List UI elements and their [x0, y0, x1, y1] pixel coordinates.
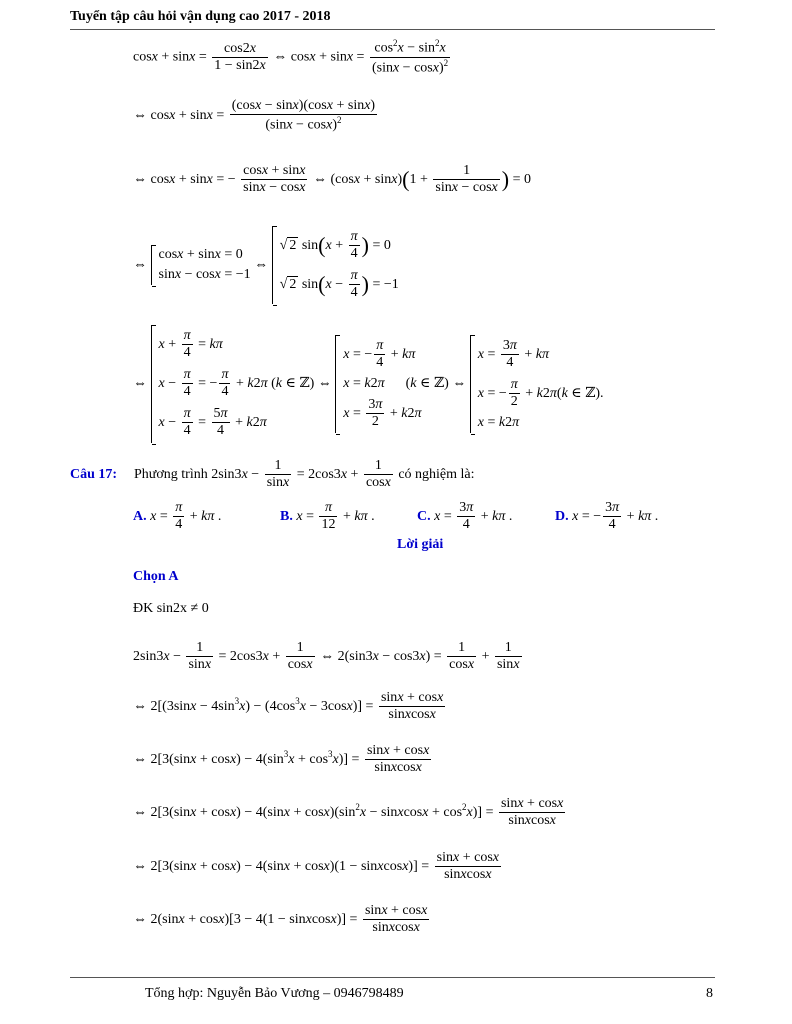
solution-heading: Lời giải	[397, 537, 444, 552]
equation-line-5: ⇔ x + $\frac{\pi}{4}$ = kπ x − $\frac{\pi}{4}$ = − $\frac{\pi}{4}$ + k2π (k ∈ ℤ) x − $\frac{\pi}{4}$ = $\frac{5\pi}{4}$ + k2π ⇔ x = − $\frac{\pi}{4}$ + kπ x = k2π (k ∈ ℤ) x = $\frac{3\pi}{2}$ + k2π ⇔ x = $\frac{3\pi}{4}$ + kπ x = − $\frac{\pi}{2}$ + k2π(k ∈ ℤ). x = k2π	[133, 325, 604, 443]
question-prompt-prefix: Phương trình	[134, 466, 208, 482]
footer-author: Tổng hợp: Nguyễn Bảo Vương – 0946798489	[145, 986, 404, 1001]
equation-line-4: ⇔ cosx + sinx = 0 sinx − cosx = −1 ⇔ √ 2 sin(x + $\frac{\pi}{4}$ ) = 0 √ 2 sin(x − $\frac{\pi}{4}$ ) = −1	[133, 226, 399, 304]
solution-condition: ĐK sin2x ≠ 0	[133, 601, 209, 616]
header-title: Tuyển tập câu hỏi vận dụng cao 2017 - 2018	[70, 9, 331, 24]
equation-line-2: ⇔ cosx + sinx = $\frac{(\cos x - \sin x)(\cos x + \sin x)}{(\sin x - \cos x)^2}$	[133, 98, 376, 133]
option-d-letter: D.	[555, 508, 569, 524]
solution-line-4: ⇔ $2[3(\sin x + \cos x) - 4(\sin x + \cos x)(\sin^2x$ − sinxcosx + $\cos^2x$)] = $\frac{\sin x + \cos x}{\text{sinxcosx}}$	[133, 796, 564, 829]
solution-line-2: ⇔ $2[(3\sin x - 4\sin^3x) - (4\cos^3x - 3\cos x)]$ = $\frac{\sin x + \cos x}{\text{sinxcosx}}$	[133, 690, 444, 723]
question-prompt-suffix: có nghiệm là:	[398, 466, 475, 482]
option-c-letter: C.	[417, 508, 431, 524]
question-prompt: Phương trình 2sin3x − $\frac{1}{\sin x}$ = 2cos3x + $\frac{1}{\cos x}$ có nghiệm là:	[134, 458, 475, 491]
header-divider	[70, 29, 715, 30]
footer-divider	[70, 977, 715, 978]
solution-choice: Chọn A	[133, 569, 179, 584]
solution-line-6: ⇔ 2(sinx + cosx)[3 − 4(1 − sinxcosx)] = $\frac{\sin x + \cos x}{\text{sinxcosx}}$	[133, 903, 428, 936]
option-d[interactable]: D. x = − $\frac{3\pi}{4}$ + kπ .	[555, 500, 659, 533]
option-b-letter: B.	[280, 508, 293, 524]
equation-line-3: ⇔ cosx + sinx = − $\frac{\cos x + \sin x}{\sin x - \cos x}$ ⇔ (cosx + sinx)(1 + $\frac{1}{\sin x - \cos x}$ ) = 0	[133, 163, 531, 196]
solution-line-5: ⇔ 2[3(sinx + cosx) − 4(sinx + cosx)(1 − sinxcosx)] = $\frac{\sin x + \cos x}{\text{sinxcosx}}$	[133, 850, 499, 883]
option-a-letter: A.	[133, 508, 147, 524]
option-a[interactable]: A. x = $\frac{\pi}{4}$ + kπ .	[133, 500, 222, 533]
solution-line-3: ⇔ $2[3(\sin x + \cos x) - 4(\sin^3x + \cos^3x)]$ = $\frac{\sin x + \cos x}{\text{sinxcosx}}$	[133, 743, 430, 776]
question-label: Câu 17:	[70, 467, 118, 482]
option-b[interactable]: B. x = $\frac{\pi}{12}$ + kπ .	[280, 500, 375, 533]
option-c[interactable]: C. x = $\frac{3\pi}{4}$ + kπ .	[417, 500, 513, 533]
page-number: 8	[706, 986, 713, 1001]
equation-line-1: cosx + sinx = $\frac{\cos 2x}{1 - \sin 2x}$ ⇔ cosx + sinx = $\frac{\cos^2x - \sin^2x}{(\sin x - \cos x)^2}$	[133, 38, 449, 76]
solution-line-1: 2sin3x − $\frac{1}{\sin x}$ = 2cos3x + $\frac{1}{\cos x}$ ⇔ 2(sin3x − cos3x) = $\frac{1}{\cos x}$ + $\frac{1}{\sin x}$	[133, 640, 520, 673]
